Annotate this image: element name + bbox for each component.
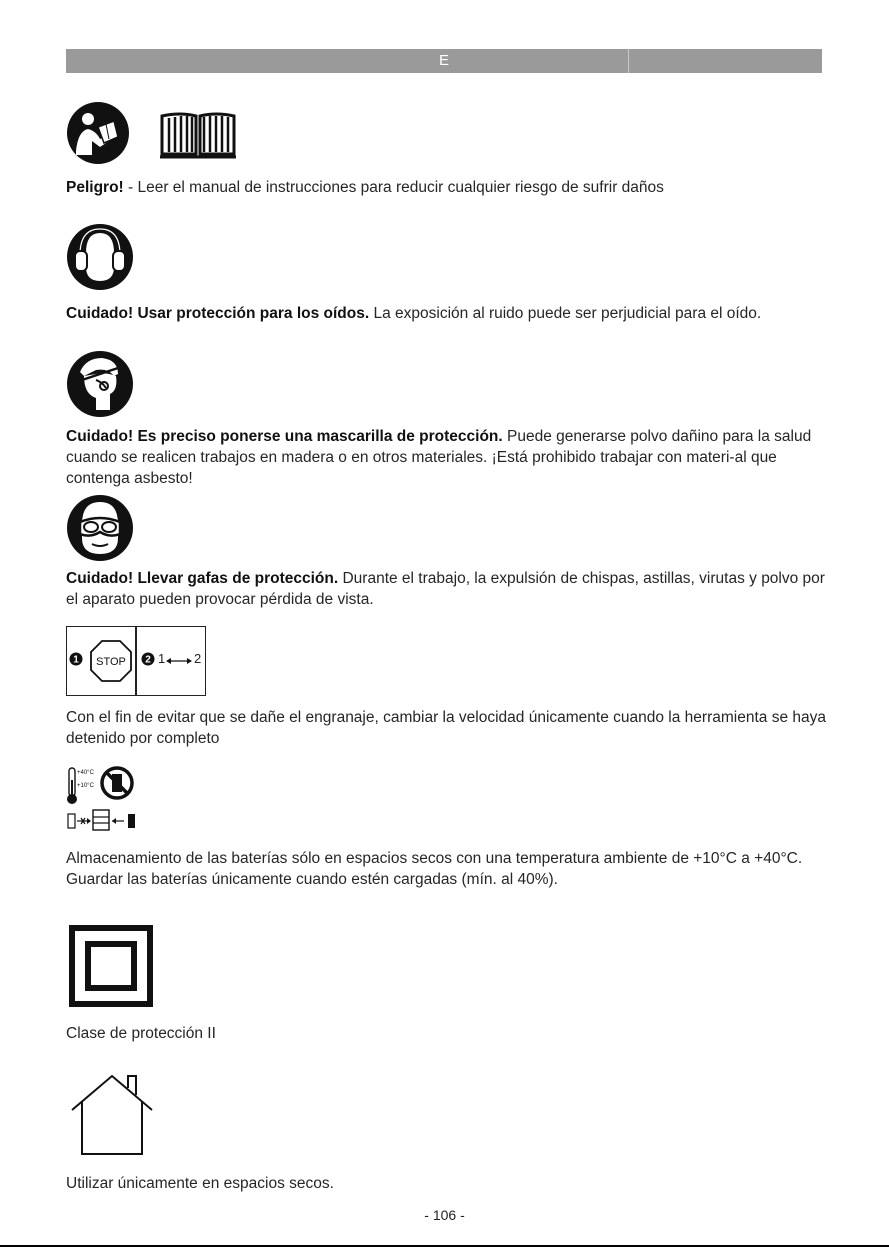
stop-label: STOP — [96, 656, 126, 668]
step-one-number: 1 — [73, 654, 79, 666]
panel-divider — [135, 627, 137, 695]
speed-to-label: 2 — [194, 651, 202, 666]
no-wet-battery-icon — [100, 766, 134, 800]
protection-class-paragraph — [66, 1023, 826, 1044]
protection-class-ii-icon — [69, 925, 153, 1007]
mask-body: Puede generarse polvo dañino para la salud cuando se realicen trabajos en madera o en otros materiales. ¡Está prohibido trabajar con materi-al que contenga asbesto! — [66, 428, 812, 487]
protection-class-body: Clase de protección II — [66, 1025, 216, 1042]
stop-sign-icon — [89, 639, 133, 683]
speed-from-label: 1 — [158, 651, 166, 666]
danger-body: - Leer el manual de instrucciones para reducir cualquier riesgo de sufrir daños — [123, 179, 664, 196]
mask-title: Cuidado! Es preciso ponerse una mascarilla de protección. — [66, 428, 503, 445]
dry-use-body: Utilizar únicamente en espacios secos. — [66, 1175, 334, 1192]
indoor-house-icon — [70, 1074, 154, 1156]
dry-use-paragraph — [66, 1173, 826, 1194]
danger-title: Peligro! — [66, 179, 124, 196]
danger-paragraph — [66, 177, 826, 198]
dust-mask-icon — [66, 350, 134, 418]
step-two-number: 2 — [145, 654, 151, 666]
gear-change-panel — [66, 626, 206, 696]
hearing-title: Cuidado! Usar protección para los oídos. — [66, 305, 370, 322]
step-two-marker — [141, 652, 155, 666]
temp-high-label: +40°C — [77, 770, 94, 776]
double-arrow-icon — [166, 656, 192, 666]
read-manual-icon — [66, 101, 130, 165]
section-header-bar — [66, 49, 822, 73]
hearing-paragraph — [66, 303, 826, 324]
hearing-protection-icon — [66, 223, 134, 291]
bottom-rule — [0, 1245, 889, 1247]
mask-paragraph — [66, 426, 826, 489]
battery-body: Almacenamiento de las baterías sólo en espacios secos con una temperatura ambiente de +10°C a +40°C. Guardar las baterías únicamente cuando estén cargadas (mín. al 40%). — [66, 850, 803, 888]
goggles-paragraph — [66, 568, 826, 610]
safety-goggles-icon — [66, 494, 134, 562]
temp-low-label: +10°C — [77, 783, 94, 789]
battery-paragraph — [66, 848, 826, 890]
battery-charge-storage-icon — [66, 808, 138, 832]
step-one-marker — [69, 652, 83, 666]
section-letter: E — [438, 52, 449, 69]
gear-body: Con el fin de evitar que se dañe el engranaje, cambiar la velocidad únicamente cuando la herramienta se haya detenido por completo — [66, 709, 826, 747]
goggles-body: Durante el trabajo, la expulsión de chispas, astillas, virutas y polvo por el aparato pueden provocar pérdida de vista. — [66, 570, 825, 608]
thermometer-icon — [58, 766, 98, 806]
book-icon — [160, 110, 236, 160]
goggles-title: Cuidado! Llevar gafas de protección. — [66, 570, 339, 587]
hearing-body: La exposición al ruido puede ser perjudicial para el oído. — [369, 305, 762, 322]
page-number: - 106 - — [424, 1207, 465, 1223]
gear-paragraph — [66, 707, 826, 749]
